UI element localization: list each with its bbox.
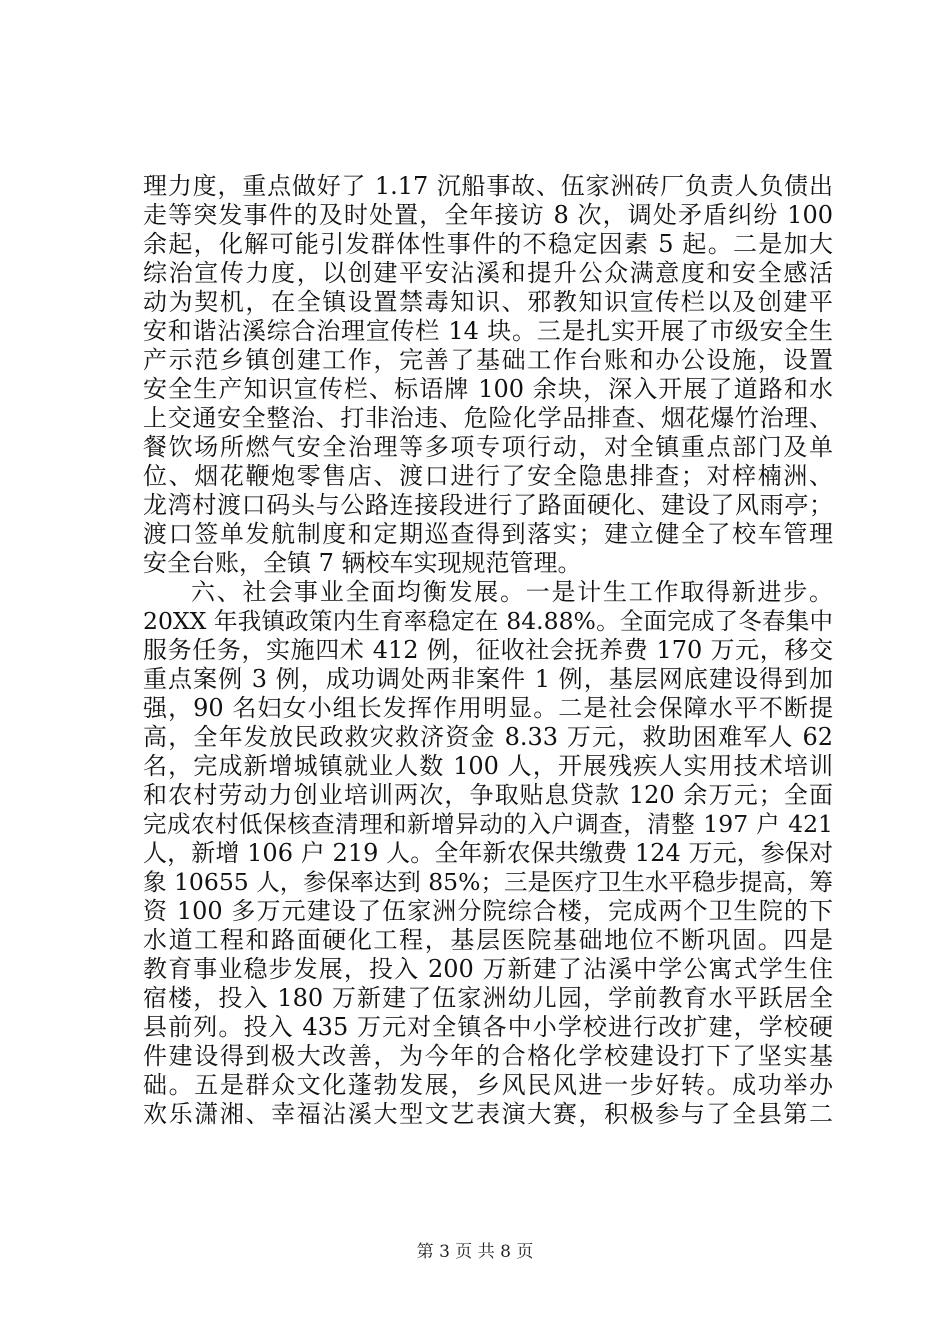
text-line: 20XX 年我镇政策内生育率稳定在 84.88%。全面完成了冬春集中 (143, 607, 833, 635)
text-line: 县前列。投入 435 万元对全镇各中小学校进行改扩建，学校硬 (143, 1013, 833, 1041)
text-line: 完成农村低保核查清理和新增异动的入户调查，清整 197 户 421 (143, 810, 833, 838)
text-line: 和农村劳动力创业培训两次，争取贴息贷款 120 余万元；全面 (143, 781, 833, 809)
text-line: 余起，化解可能引发群体性事件的不稳定因素 5 起。二是加大 (143, 230, 833, 258)
text-line-paragraph-end: 安全台账，全镇 7 辆校车实现规范管理。 (143, 549, 582, 577)
text-line: 上交通安全整治、打非治违、危险化学品排查、烟花爆竹治理、 (143, 404, 833, 432)
text-line: 高，全年发放民政救灾救济资金 8.33 万元，救助困难军人 62 (143, 723, 833, 751)
text-line: 人，新增 106 户 219 人。全年新农保共缴费 124 万元，参保对 (143, 839, 833, 867)
text-line: 走等突发事件的及时处置，全年接访 8 次，调处矛盾纠纷 100 (143, 201, 833, 229)
text-line: 象 10655 人，参保率达到 85%；三是医疗卫生水平稳步提高，筹 (143, 868, 833, 896)
text-line: 宿楼，投入 180 万新建了伍家洲幼儿园，学前教育水平跃居全 (143, 984, 833, 1012)
text-line: 重点案例 3 例，成功调处两非案件 1 例，基层网底建设得到加 (143, 665, 833, 693)
text-line: 服务任务，实施四术 412 例，征收社会抚养费 170 万元，移交 (143, 636, 833, 664)
text-line: 龙湾村渡口码头与公路连接段进行了路面硬化、建设了风雨亭； (143, 491, 833, 519)
text-line: 理力度，重点做好了 1.17 沉船事故、伍家洲砖厂负责人负债出 (143, 172, 833, 200)
text-line: 础。五是群众文化蓬勃发展，乡风民风进一步好转。成功举办 (143, 1071, 833, 1099)
text-line: 安全生产知识宣传栏、标语牌 100 余块，深入开展了道路和水 (143, 375, 833, 403)
document-body (143, 172, 833, 1129)
page-number-footer: 第 3 页 共 8 页 (416, 1242, 534, 1262)
text-line: 欢乐潇湘、幸福沾溪大型文艺表演大赛，积极参与了全县第二 (143, 1100, 833, 1128)
text-line: 名，完成新增城镇就业人数 100 人，开展残疾人实用技术培训 (143, 752, 833, 780)
text-line: 水道工程和路面硬化工程，基层医院基础地位不断巩固。四是 (143, 926, 833, 954)
text-line: 渡口签单发航制度和定期巡查得到落实；建立健全了校车管理 (143, 520, 833, 548)
text-line: 餐饮场所燃气安全治理等多项专项行动，对全镇重点部门及单 (143, 433, 833, 461)
text-line: 位、烟花鞭炮零售店、渡口进行了安全隐患排查；对梓楠洲、 (143, 462, 833, 490)
text-line: 动为契机，在全镇设置禁毒知识、邪教知识宣传栏以及创建平 (143, 288, 833, 316)
text-line: 教育事业稳步发展，投入 200 万新建了沾溪中学公寓式学生住 (143, 955, 833, 983)
text-line-paragraph-start: 六、社会事业全面均衡发展。一是计生工作取得新进步。 (191, 578, 833, 606)
text-line: 综治宣传力度，以创建平安沾溪和提升公众满意度和安全感活 (143, 259, 833, 287)
text-line: 强，90 名妇女小组长发挥作用明显。二是社会保障水平不断提 (143, 694, 833, 722)
text-line: 资 100 多万元建设了伍家洲分院综合楼，完成两个卫生院的下 (143, 897, 833, 925)
text-line: 安和谐沾溪综合治理宣传栏 14 块。三是扎实开展了市级安全生 (143, 317, 833, 345)
text-line: 产示范乡镇创建工作，完善了基础工作台账和办公设施，设置 (143, 346, 833, 374)
text-line: 件建设得到极大改善，为今年的合格化学校建设打下了坚实基 (143, 1042, 833, 1070)
